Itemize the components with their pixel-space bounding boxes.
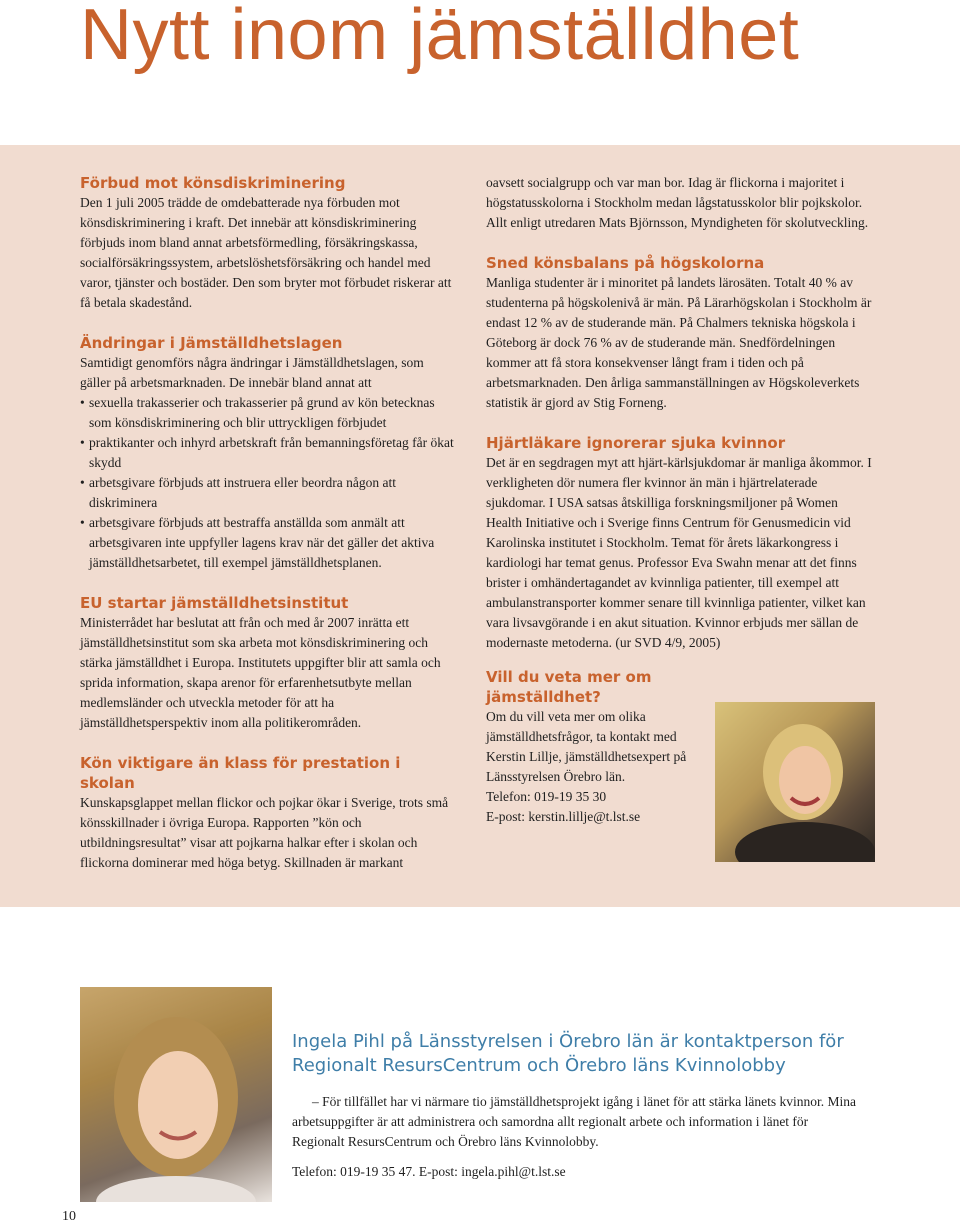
section-body-kon: Kunskapsglappet mellan flickor och pojkar ökar i Sverige, trots små könsskillnader i övriga Europa. Rapporten ”kön och utbildningsresultat” visar att pojkarna halkar efter i skolan och flickorna dominerar med höga betyg. Skillnaden är markant	[80, 795, 449, 870]
section-body-hjart: Det är en segdragen myt att hjärt-kärlsjukdomar är manliga åkommor. I verkligheten dör numera fler kvinnor än män i hjärtrelaterade sjukdomar. I USA satsas åtskilliga forskningsmiljoner på Women Health Initiative och i Sverige finns Centrum för Genusmedicin vid Karolinska institutet i Stockholm. Temat för årets läkarkongress i kardiologi har temat genus. Professor Eva Swahn menar att det finns brister i omhändertagandet av kvinnliga patienter, till exempel att ambulanstransporter kommer senare till kvinnliga patienter, vilket kan vara livsavgörande i en akut situation. Kvinnor erbjuds mer sällan de modernaste metoderna. (ur SVD 4/9, 2005)	[486, 455, 872, 650]
contact-person-heading: Ingela Pihl på Länsstyrelsen i Örebro län är kontaktperson för Regionalt ResursCentrum och Örebro läns Kvinnolobby	[292, 1031, 844, 1076]
section-body-andringar: Samtidigt genomförs några ändringar i Jämställdhetslagen, som gäller på arbetsmarknaden. De innebär bland annat att	[80, 355, 424, 390]
contact-person-body: – För tillfället har vi närmare tio jämställdhetsprojekt igång i länet för att stärka länets kvinnor. Mina arbetsuppgifter är att administrera och samordna allt regionalt arbete och information i länet för Regionalt ResursCentrum och Örebro läns Kvinnolobby.	[292, 1094, 856, 1149]
section-body-sned: Manliga studenter är i minoritet på landets lärosäten. Totalt 40 % av studenterna på högskolenivå är män. På Lärarhögskolan i Stockholm är endast 12 % av de studerande män. På Chalmers tekniska högskola i Göteborg är dock 76 % av de studerande män. Snedfördelningen kommer att få stora konsekvenser långt fram i tiden och på arbetsmarknaden. Den årliga sammanställningen av Högskoleverkets statistik är gjord av Stig Forneng.	[486, 275, 872, 410]
portrait-illustration	[80, 987, 272, 1202]
section-heading-eu: EU startar jämställdhetsinstitut	[80, 594, 349, 612]
contact-person-text	[292, 1092, 862, 1182]
contact-person-details: Telefon: 019-19 35 47. E-post: ingela.pihl@t.lst.se	[292, 1164, 566, 1179]
portrait-photo-ingela	[80, 987, 272, 1202]
left-column	[80, 173, 455, 873]
section-heading-hjart: Hjärtläkare ignorerar sjuka kvinnor	[486, 434, 786, 452]
list-item: • sexuella trakasserier och trakasserier på grund av kön betecknas som könsdiskriminering och blir uttryckligen förbjudet	[80, 393, 455, 433]
portrait-photo-kerstin	[715, 702, 875, 862]
section-heading-forbud: Förbud mot könsdiskriminering	[80, 174, 346, 192]
page-title: Nytt inom jämställdhet	[80, 0, 800, 75]
contact-email: E-post: kerstin.lillje@t.lst.se	[486, 809, 641, 824]
section-heading-vill: Vill du veta mer om jämställdhet?	[486, 668, 652, 706]
list-item: • praktikanter och inhyrd arbetskraft från bemanningsföretag får ökat skydd	[80, 433, 455, 473]
list-item: • arbetsgivare förbjuds att instruera eller beordra någon att diskriminera	[80, 473, 455, 513]
list-item: • arbetsgivare förbjuds att bestraffa anställda som anmält att arbetsgivaren inte uppfyller lagens krav när det gäller det aktiva jämställdhetsarbetet, till exempel jämställdhetsplanen.	[80, 513, 455, 573]
section-body-vill: Om du vill veta mer om olika jämställdhetsfrågor, ta kontakt med Kerstin Lillje, jämställdhetsexpert på Länsstyrelsen Örebro län.	[486, 709, 687, 784]
section-heading-andringar: Ändringar i Jämställdhetslagen	[80, 334, 343, 352]
bullet-list	[80, 393, 455, 573]
continued-text: oavsett socialgrupp och var man bor. Idag är flickorna i majoritet i högstatusskolorna i Stockholm medan lågstatusskolor blir pojkskolor. Allt enligt utredaren Mats Björnsson, Myndigheten för skolutveckling.	[486, 175, 869, 230]
section-body-forbud: Den 1 juli 2005 trädde de omdebatterade nya förbuden mot könsdiskriminering i kraft. Det innebär att könsdiskriminering förbjuds inom bland annat arbetsförmedling, försäkringskassa, socialförsäkringssystem, arbetslöshetsförsäkring och handel med varor, tjänster och bostäder. Den som bryter mot förbudet riskerar att få betala skadestånd.	[80, 195, 452, 310]
section-body-eu: Ministerrådet har beslutat att från och med år 2007 inrätta ett jämställdhetsinstitut som ska arbeta mot könsdiskriminering och stärka jämställdhet i Europa. Institutets uppgifter blir att samla och sprida information, skapa arenor för erfarenhetsutbyte mellan medlemsländer och utveckla metoder för att ha jämställdhetsperspektiv inom alla politikerområden.	[80, 615, 441, 730]
section-heading-kon: Kön viktigare än klass för prestation i skolan	[80, 754, 401, 792]
page-number: 10	[62, 1209, 76, 1224]
portrait-illustration	[715, 702, 875, 862]
contact-phone: Telefon: 019-19 35 30	[486, 789, 607, 804]
section-heading-sned: Sned könsbalans på högskolorna	[486, 254, 765, 272]
